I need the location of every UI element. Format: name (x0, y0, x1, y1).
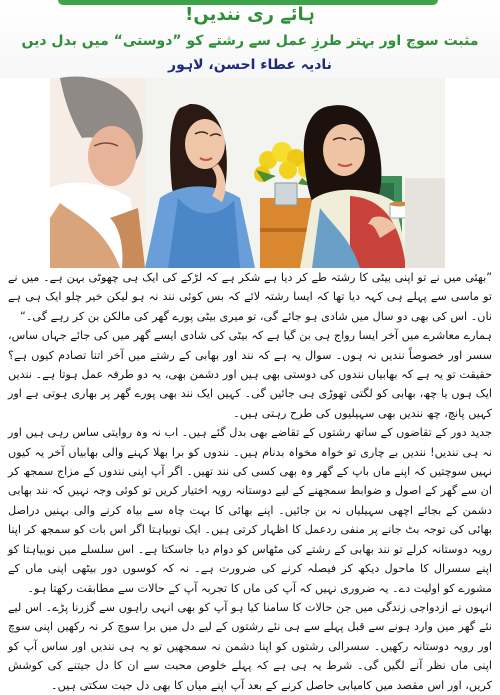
article-title: ہائے ری نندیں! (185, 4, 315, 25)
article-author: نادیہ عطاء احسن، لاہور (168, 57, 332, 73)
article-illustration (50, 78, 445, 268)
three-women-illustration (50, 78, 445, 268)
article-header (0, 0, 500, 78)
article-paragraph: ہمارے معاشرے میں آخر ایسا رواج ہی بن گیا ہے کہ بیٹی کی شادی ایسے گھر میں کی جائے جہاں ساس، سسر اور خصوصاً نندیں نہ ہوں۔ سوال یہ ہے کہ نند اور بھابی کے رشتے میں آخر اتنا تصادم کیوں ہے؟ حقیقت تو یہ ہے کہ بھابیاں نندوں کی دوستی بھی ہیں اور دشمن بھی، یہ دو طرفہ عمل ہوتا ہے۔ نندیں ایک ہوں یا چھ، بھابی کو لگتی تھوڑی ہی جائیں گی۔ کہیں ایک نند بھی پورے گھر پر بھاری ہوتی ہے اور کہیں پانچ، چھ نندیں بھی سہیلیوں کی طرح رہتی ہیں۔ (8, 329, 492, 420)
article-paragraph: جدید دور کے تقاضوں کے ساتھ رشتوں کے تقاضے بھی بدل گئے ہیں۔ اب نہ وہ روایتی ساس رہی ہیں اور نہ ہی نندیں! نندیں بے چاری تو خواہ مخواہ بدنام ہیں۔ نندوں کو برا بھلا کہنے والی بھابیاں آخر یہ کیوں نہیں سوچتیں کہ اپنے ماں باپ کے گھر وہ بھی کسی کی نند تھیں۔ اگر آپ اپنی نندوں کے مزاج سمجھ کر ان سے گھر کے اصول و ضوابط سمجھنے کے لیے دوستانہ رویہ اختیار کریں تو کوئی وجہ نہیں کہ نند بھابی دشمن کے بجائے اچھی سہیلیاں نہ بن جائیں۔ اپنے بھائی کا بہت چاہ سے بیاہ کرنے والی بہنیں دراصل بھائی کی توجہ بٹ جانے پر منفی ردعمل کا اظہار کرتی ہیں۔ ایک نوبیاہتا اگر اس بات کو سمجھ کر اپنا رویہ دوستانہ کرلے تو نند بھابی کے رشتے کی مٹھاس کو دوام دیا جاسکتا ہے۔ اس سلسلے میں نوبیاہتا کو اپنے سسرال کا ماحول دیکھ کر فیصلہ کرنے کی ضرورت ہے۔ نہ کہ کوسوں دور بیٹھی اپنی ماں کے مشورے کو اولیت دے۔ یہ ضروری نہیں کہ آپ کی ماں کا تجربہ آپ کے حالات سے مطابقت رکھتا ہو۔ (8, 426, 492, 595)
article-paragraph: انہوں نے ازدواجی زندگی میں جن حالات کا سامنا کیا ہو آپ کو بھی انہی راہوں سے گزرنا پڑے۔ اس لیے نئے گھر میں وارد ہونے سے قبل پہلے سے ہی نئے رشتوں کے لیے دل میں برا سوچ کر نہ رکھیں اپنی سوچ اور رویہ دوستانہ رکھیں۔ سسرالی رشتوں کو اپنا دشمن نہ سمجھیں تو یہ ہی نندیں اور ساس آپ کو اپنی ماں نظر آنے لگیں گی۔ شرط یہ ہی ہے کہ پہلے خلوص محبت سے ان کا دل جیتنے کی کوشش کریں، اور اس مقصد میں کامیابی حاصل کرنے کے بعد آپ اپنے میاں کا بھی دل جیت سکتی ہیں۔ (8, 600, 492, 692)
article-paragraph: ”بھئی میں نے تو اپنی بیٹی کا رشتہ طے کر دیا ہے شکر ہے کہ لڑکے کی ایک ہی چھوٹی بہن ہے۔ میں نے تو ماسی سے پہلے ہی کہہ دیا تھا کہ ایسا رشتہ لائے کہ بس کوئی نند نہ ہو لیکن خیر چلو ایک ہی ہے ناں۔ اس کی بھی دو سال میں شادی ہو جائے گی، تو میری بیٹی پورے گھر کی مالکن بن کر رہے گی۔“ (8, 271, 492, 323)
article-subtitle: مثبت سوچ اور بہتر طرزِ عمل سے رشتے کو ”دوستی“ میں بدل دیں (21, 33, 479, 49)
article-body (8, 268, 492, 692)
